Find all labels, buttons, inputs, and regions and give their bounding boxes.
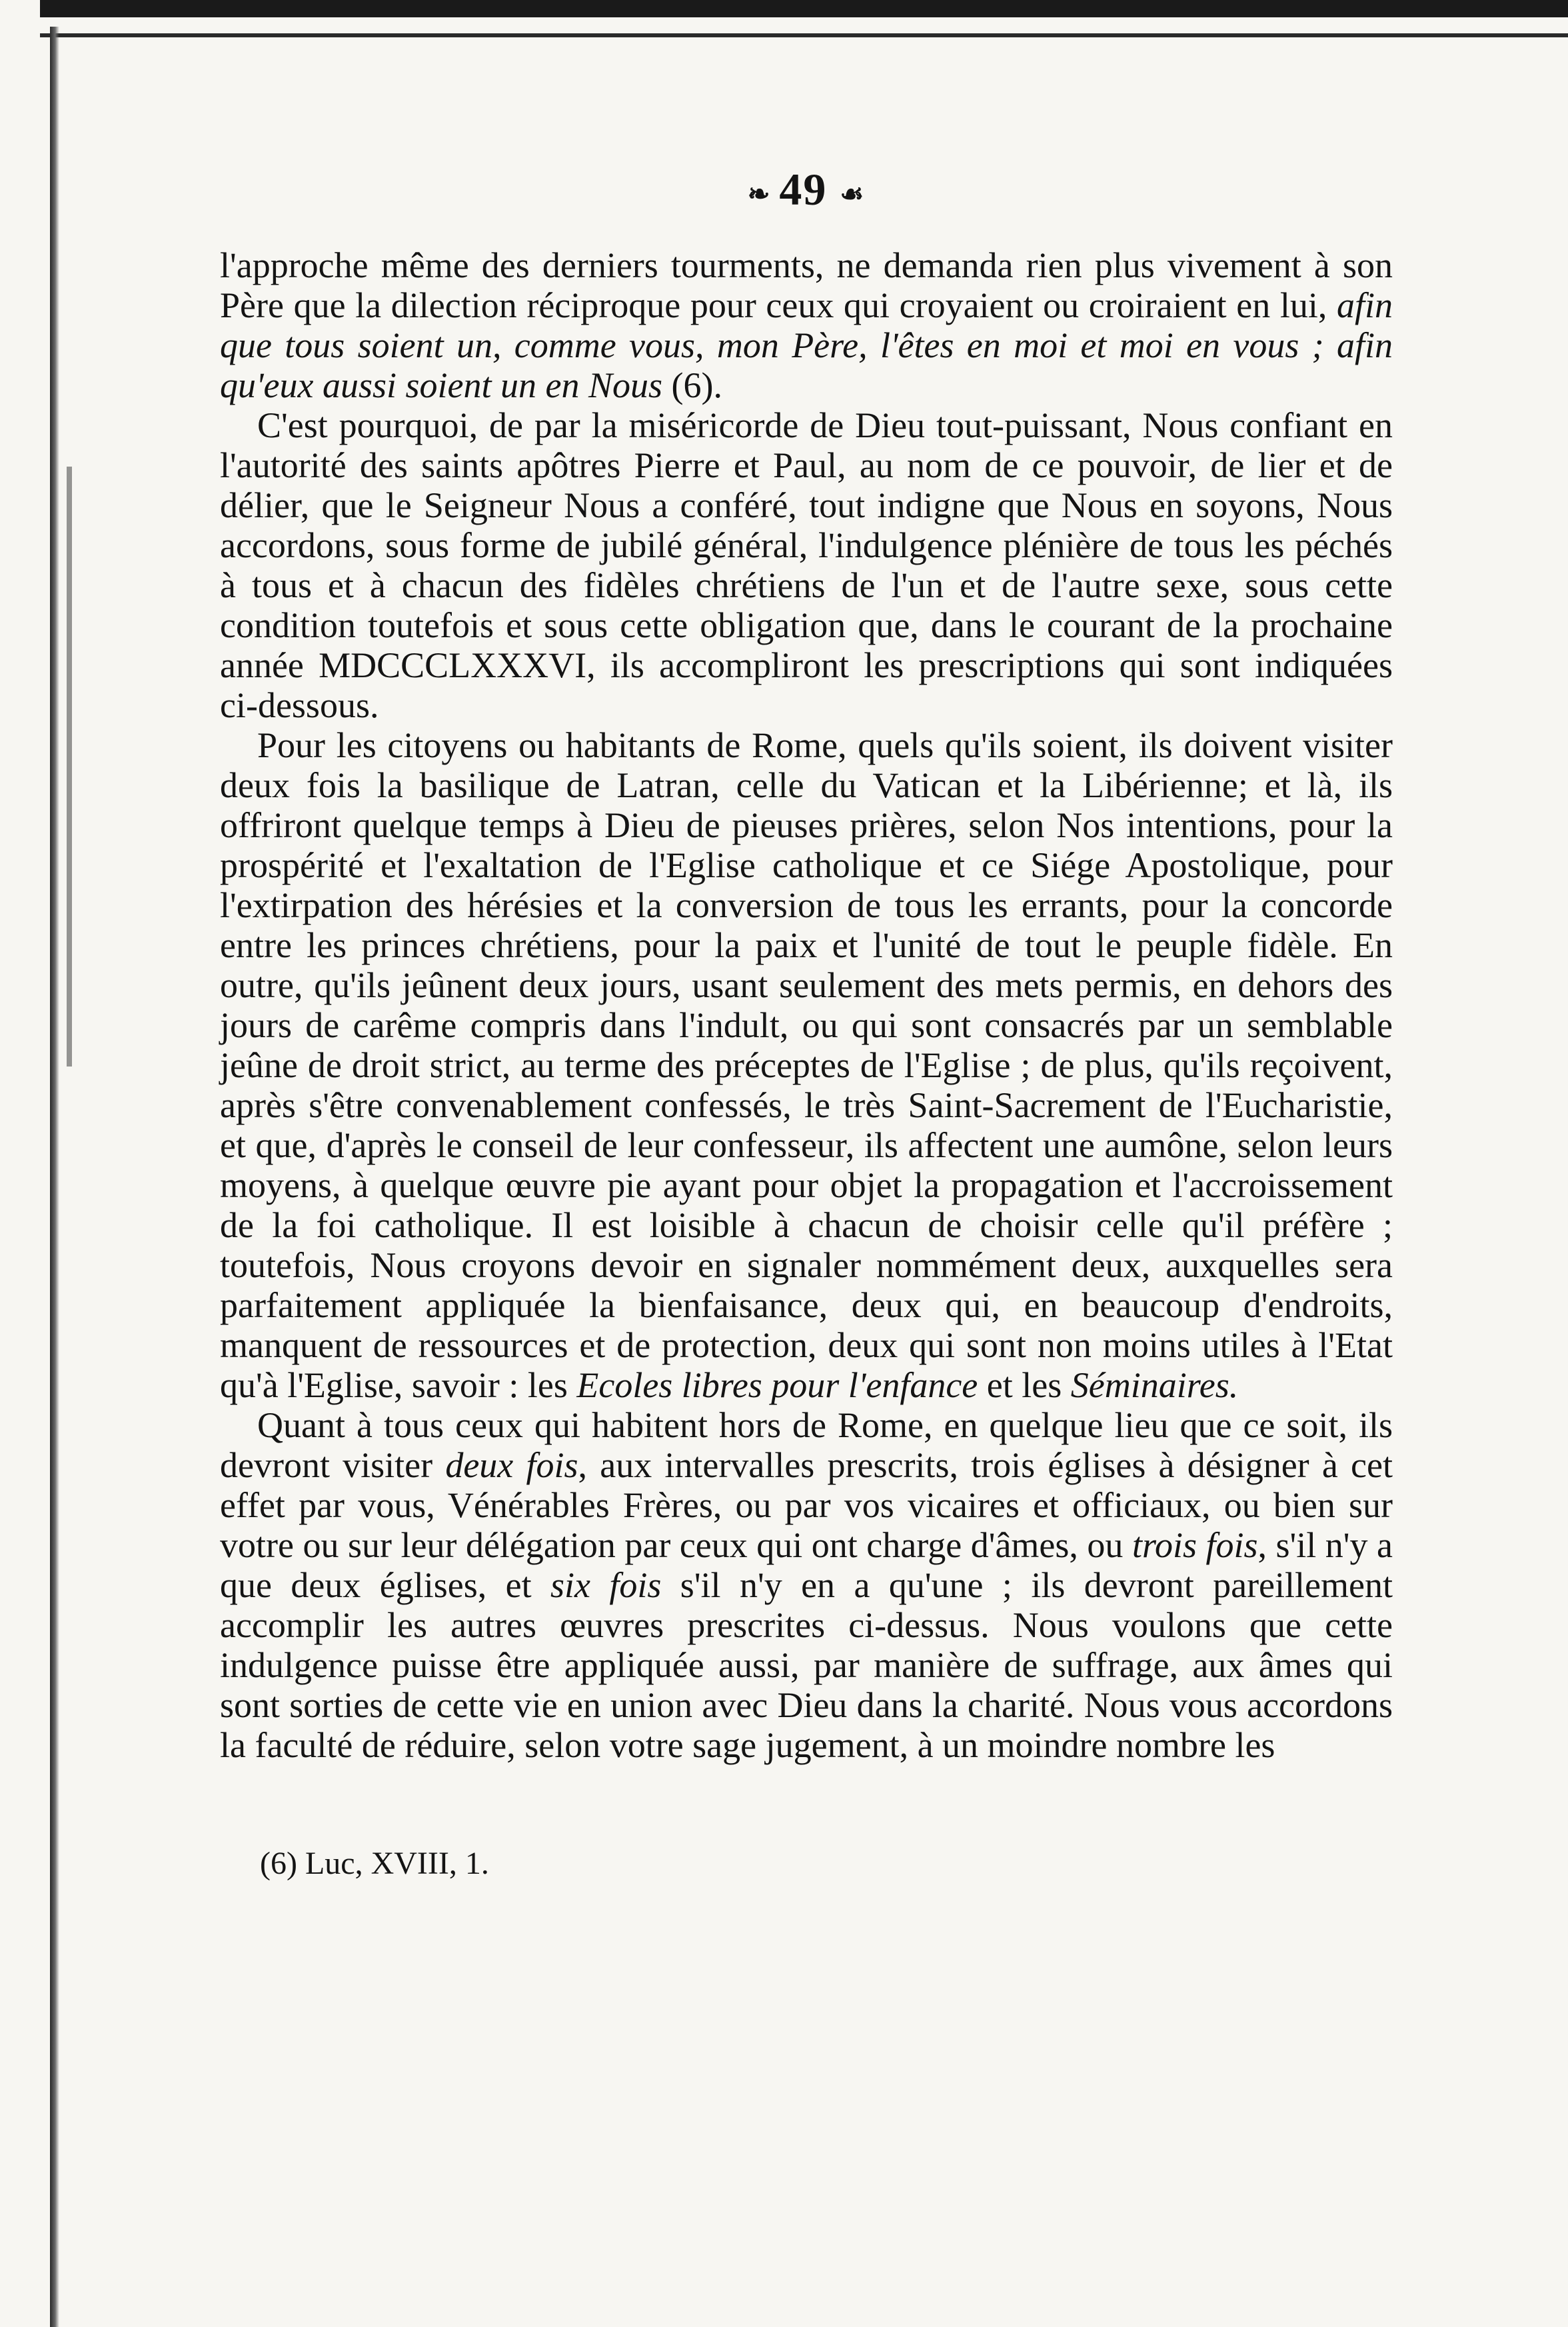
text-segment: Pour les citoyens ou habitants de Rome, quels qu'ils soient, ils doivent visiter deux fois la basilique de Latran, celle du Vatican et la Libérienne; et là, ils offriront quelque temps à Dieu de pieuses prières, selon Nos intentions, pour la prospérité et l'exaltation de l'Eglise catholique et ce Siége Apostolique, pour l'extirpation des hérésies et la conversion de tous les errants, pour la concorde entre les princes chrétiens, pour la paix et l'unité de tout le peuple fidèle. En outre, qu'ils jeûnent deux jours, usant seulement des mets permis, en dehors des jours de carême compris dans l'indult, ou qui sont consacrés par un semblable jeûne de droit strict, au terme des préceptes de l'Eglise ; de plus, qu'ils reçoivent, après s'être convenablement confessés, le très Saint-Sacrement de l'Eucharistie, et que, d'après le conseil de leur confesseur, ils affectent une aumône, selon leurs moyens, à quelque œuvre pie ayant pour objet la propagation et l'accroissement de la foi catholique. Il est loisible à chacun de choisir celle qu'il préfère ; toutefois, Nous croyons devoir en signaler nommément deux, auxquelles sera parfaitement appliquée la bienfaisance, deux qui, en beaucoup d'endroits, manquent de ressources et de protection, deux qui sont non moins utiles à l'Etat qu'à l'Eglise, savoir : les — [220, 725, 1393, 1405]
page-binding-shadow — [67, 467, 72, 1067]
text-segment: et les — [978, 1365, 1071, 1405]
italic-text-segment: Séminaires. — [1070, 1365, 1239, 1405]
text-segment: l'approche même des derniers tourments, ne demanda rien plus vivement à son Père que la dilection réciproque pour ceux qui croyaient ou croiraient en lui, — [220, 245, 1393, 325]
text-segment: s'il n'y en a qu'une ; ils devront pareillement accomplir les autres œuvres prescrites ci-dessus. Nous voulons que cette indulgence puisse être appliquée aussi, par manière de suffrage, aux âmes qui sont sorties de cette vie en union avec Dieu dans la charité. Nous vous accordons la faculté de réduire, selon votre sage jugement, à un moindre nombre les — [220, 1565, 1393, 1765]
italic-text-segment: trois fois — [1132, 1525, 1258, 1565]
paragraph — [220, 245, 1393, 405]
italic-text-segment: six fois — [550, 1565, 662, 1605]
body-text — [220, 245, 1393, 1765]
italic-text-segment: afin que tous soient un, comme vous, mon Père, l'êtes en moi et moi en vous ; afin qu'eux aussi soient un en Nous — [220, 285, 1393, 405]
top-border-rule-thin — [40, 33, 1568, 37]
text-segment: , aux intervalles prescrits, trois églises à désigner à cet effet par vous, Vénérables Frères, ou par vos vicaires et officiaux, ou bien sur votre ou sur leur délégation par ceux qui ont charge d'âmes, ou — [220, 1445, 1393, 1565]
paragraph — [220, 1405, 1393, 1765]
page-binding-edge — [50, 27, 59, 2327]
text-segment: C'est pourquoi, de par la miséricorde de Dieu tout-puissant, Nous confiant en l'autorité des saints apôtres Pierre et Paul, au nom de ce pouvoir, de lier et de délier, que le Seigneur Nous a conféré, tout indigne que Nous en soyons, Nous accordons, sous forme de jubilé général, l'indulgence plénière de tous les péchés à tous et à chacun des fidèles chrétiens de l'un et de l'autre sexe, sous cette condition toutefois et sous cette obligation que, dans le courant de la prochaine année MDCCCLXXXVI, ils accompliront les prescriptions qui sont indiquées ci-dessous. — [220, 405, 1393, 725]
paragraph — [220, 725, 1393, 1405]
text-segment: Quant à tous ceux qui habitent hors de Rome, en quelque lieu que ce soit, ils devront visiter — [220, 1405, 1393, 1485]
text-segment: (6). — [662, 365, 722, 405]
italic-text-segment: Ecoles libres pour l'enfance — [576, 1365, 978, 1405]
paragraph — [220, 405, 1393, 725]
page-number: 49 — [779, 164, 828, 215]
ornament-right-icon: ☙ — [840, 179, 866, 209]
document-page — [220, 164, 1393, 1884]
page-header — [220, 164, 1393, 215]
italic-text-segment: deux fois — [445, 1445, 578, 1485]
footnote: (6) Luc, XVIII, 1. — [260, 1846, 489, 1881]
top-border-rule — [40, 0, 1568, 17]
text-segment: , s'il n'y a que deux églises, et — [220, 1525, 1393, 1605]
ornament-left-icon: ❧ — [747, 179, 780, 209]
